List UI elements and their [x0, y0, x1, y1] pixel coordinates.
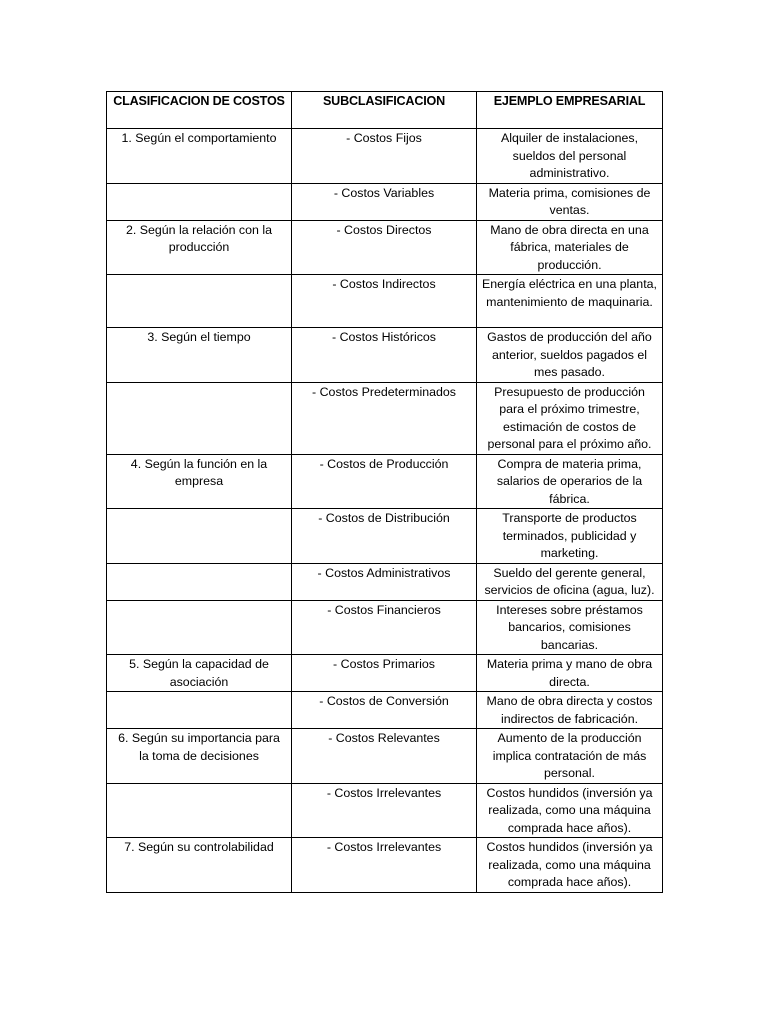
table-row	[107, 655, 663, 692]
table-row	[107, 600, 663, 655]
example-cell: Intereses sobre préstamos bancarios, comisiones bancarias.	[477, 600, 663, 655]
cost-classification-table	[106, 91, 663, 893]
subclassification-cell: - Costos Históricos	[292, 328, 477, 383]
subclassification-cell: - Costos Variables	[292, 183, 477, 220]
subclassification-cell: - Costos Irrelevantes	[292, 783, 477, 838]
example-cell: Materia prima y mano de obra directa.	[477, 655, 663, 692]
example-cell: Alquiler de instalaciones, sueldos del personal administrativo.	[477, 129, 663, 184]
subclassification-cell: - Costos de Producción	[292, 454, 477, 509]
table-row	[107, 454, 663, 509]
table-body	[107, 129, 663, 893]
header-subclassification: SUBCLASIFICACION	[292, 92, 477, 129]
table-row	[107, 692, 663, 729]
subclassification-cell: - Costos Relevantes	[292, 729, 477, 784]
subclassification-cell: - Costos Predeterminados	[292, 382, 477, 454]
example-cell: Gastos de producción del año anterior, sueldos pagados el mes pasado.	[477, 328, 663, 383]
table-row	[107, 783, 663, 838]
example-cell: Presupuesto de producción para el próximo trimestre, estimación de costos de personal para el próximo año.	[477, 382, 663, 454]
classification-cell	[107, 783, 292, 838]
header-example: EJEMPLO EMPRESARIAL	[477, 92, 663, 129]
table-row	[107, 220, 663, 275]
subclassification-cell: - Costos de Conversión	[292, 692, 477, 729]
classification-cell: 7. Según su controlabilidad	[107, 838, 292, 893]
classification-cell: 6. Según su importancia para la toma de decisiones	[107, 729, 292, 784]
example-cell: Costos hundidos (inversión ya realizada, como una máquina comprada hace años).	[477, 838, 663, 893]
subclassification-cell: - Costos Primarios	[292, 655, 477, 692]
subclassification-cell: - Costos Directos	[292, 220, 477, 275]
example-cell: Aumento de la producción implica contratación de más personal.	[477, 729, 663, 784]
table-row	[107, 509, 663, 564]
table-row	[107, 275, 663, 328]
subclassification-cell: - Costos Irrelevantes	[292, 838, 477, 893]
classification-cell: 1. Según el comportamiento	[107, 129, 292, 184]
example-cell: Costos hundidos (inversión ya realizada, como una máquina comprada hace años).	[477, 783, 663, 838]
example-cell: Compra de materia prima, salarios de operarios de la fábrica.	[477, 454, 663, 509]
classification-cell: 4. Según la función en la empresa	[107, 454, 292, 509]
table-header	[107, 92, 663, 129]
table-row	[107, 328, 663, 383]
classification-cell	[107, 382, 292, 454]
classification-cell: 3. Según el tiempo	[107, 328, 292, 383]
table-row	[107, 183, 663, 220]
table-row	[107, 563, 663, 600]
example-cell: Materia prima, comisiones de ventas.	[477, 183, 663, 220]
subclassification-cell: - Costos Financieros	[292, 600, 477, 655]
example-cell: Transporte de productos terminados, publicidad y marketing.	[477, 509, 663, 564]
table-row	[107, 382, 663, 454]
table-row	[107, 838, 663, 893]
table-row	[107, 729, 663, 784]
classification-cell	[107, 183, 292, 220]
subclassification-cell: - Costos de Distribución	[292, 509, 477, 564]
header-classification: CLASIFICACION DE COSTOS	[107, 92, 292, 129]
classification-cell	[107, 692, 292, 729]
classification-cell	[107, 509, 292, 564]
classification-cell	[107, 600, 292, 655]
header-row	[107, 92, 663, 129]
classification-cell	[107, 275, 292, 328]
table-row	[107, 129, 663, 184]
example-cell: Mano de obra directa en una fábrica, materiales de producción.	[477, 220, 663, 275]
example-cell: Mano de obra directa y costos indirectos de fabricación.	[477, 692, 663, 729]
classification-cell: 5. Según la capacidad de asociación	[107, 655, 292, 692]
example-cell: Energía eléctrica en una planta, mantenimiento de maquinaria.	[477, 275, 663, 328]
classification-cell: 2. Según la relación con la producción	[107, 220, 292, 275]
example-cell: Sueldo del gerente general, servicios de oficina (agua, luz).	[477, 563, 663, 600]
classification-cell	[107, 563, 292, 600]
subclassification-cell: - Costos Fijos	[292, 129, 477, 184]
subclassification-cell: - Costos Administrativos	[292, 563, 477, 600]
subclassification-cell: - Costos Indirectos	[292, 275, 477, 328]
